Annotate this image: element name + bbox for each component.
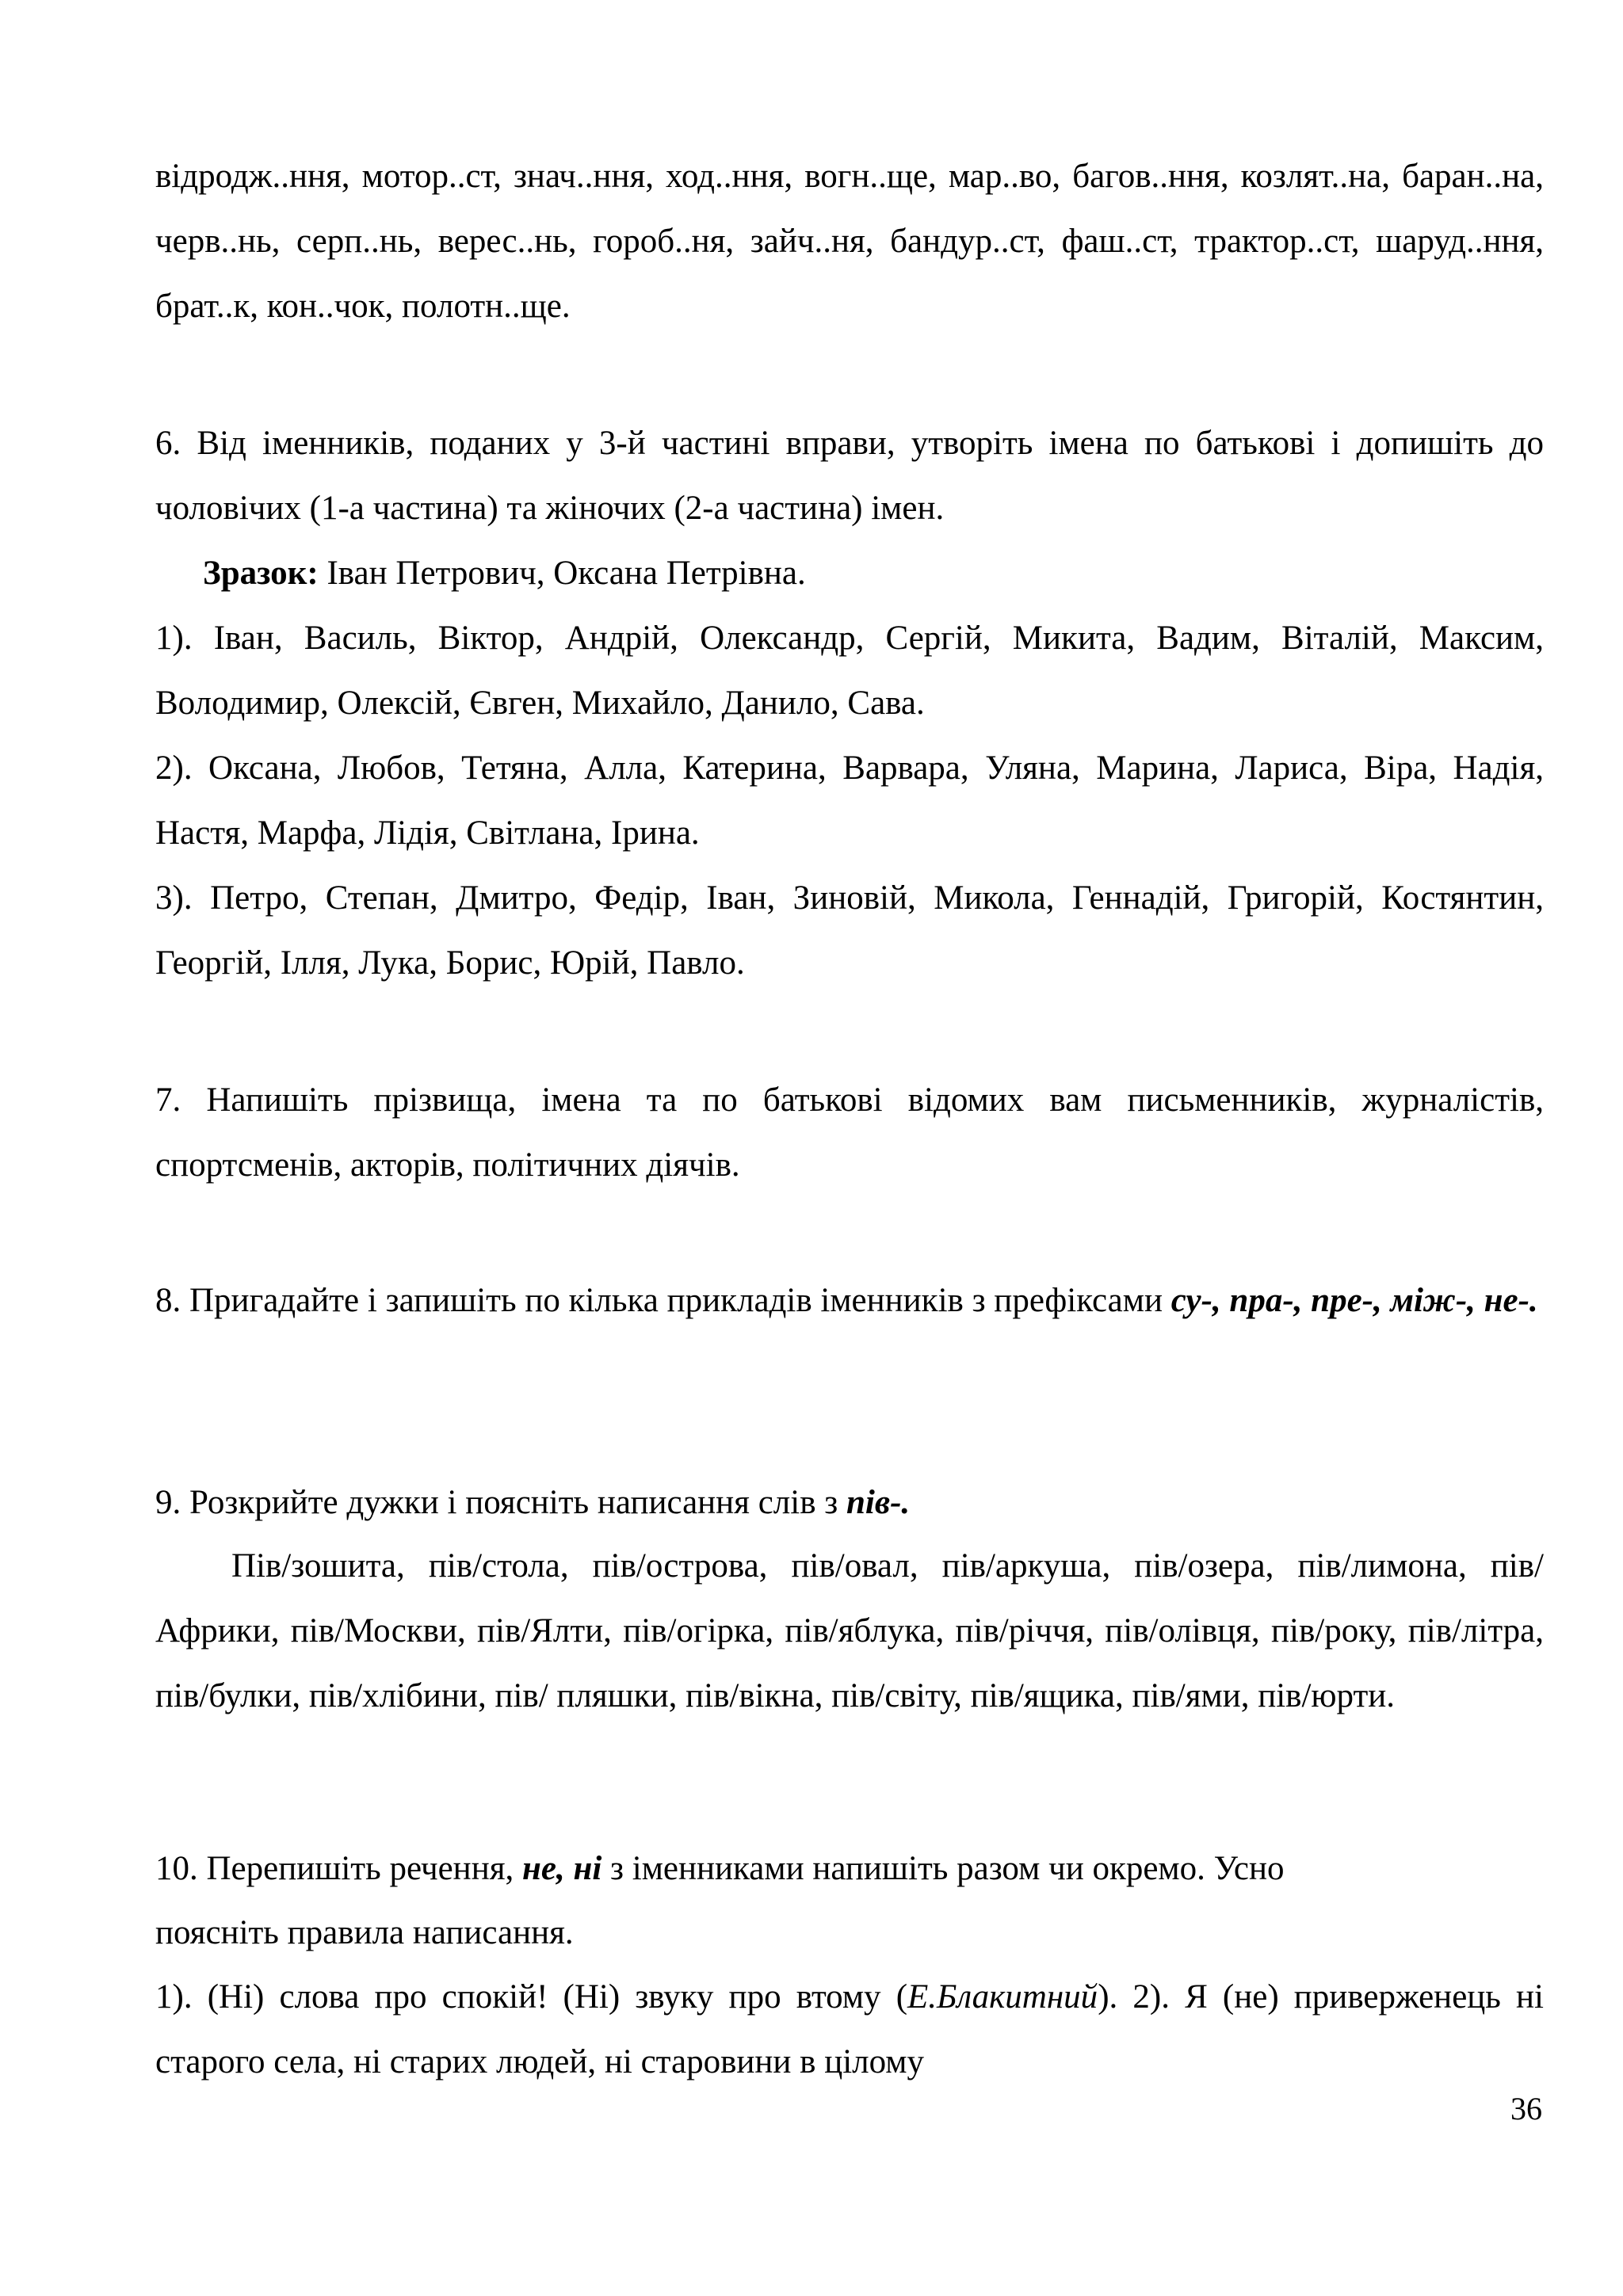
exercise-6-part-2: 2). Оксана, Любов, Тетяна, Алла, Катерина, Варвара, Уляна, Марина, Лариса, Віра, Надія, Настя, Марфа, Лідія, Світлана, Ірина.: [155, 749, 1544, 852]
exercise-9-task: [155, 1470, 1544, 1535]
page-number: 36: [1510, 2091, 1542, 2126]
exercise-9-word-list: Пів/зошита, пів/стола, пів/острова, пів/овал, пів/аркуша, пів/озера, пів/лимона, пів/Африки, пів/Москви, пів/Ялти, пів/огірка, пів/яблука, пів/річчя, пів/олівця, пів/року, пів/літра, пів/булки, пів/хлібини, пів/ пляшки, пів/вікна, пів/світу, пів/ящика, пів/ями, пів/юрти.: [155, 1547, 1544, 1714]
exercise-10-text-b: з іменниками напишіть разом чи окремо. Усно: [601, 1850, 1285, 1887]
exercise-6-task: 6. Від іменників, поданих у 3-й частині вправи, утворіть імена по батькові і допишіть до чоловічих (1-а частина) та жіночих (2-а частина) імен.: [155, 425, 1544, 527]
exercise-10-text-a: 10. Перепишіть речення,: [155, 1850, 522, 1887]
sentence-1-author: Е.Блакитний: [907, 1978, 1098, 2016]
exercise-6-sample: [155, 541, 1544, 606]
exercise-6-part-3: 3). Петро, Степан, Дмитро, Федір, Іван, Зиновій, Микола, Геннадій, Григорій, Костянтин, Георгій, Ілля, Лука, Борис, Юрій, Павло.: [155, 879, 1544, 982]
sentence-1-start: 1). (Ні) слова про спокій! (Ні) звуку про втому (: [155, 1978, 908, 2016]
exercise-10-task-line-1: [155, 1836, 1544, 1901]
exercise-10-task-line-2: поясніть правила написання.: [155, 1914, 574, 1951]
exercise-6-part-1: 1). Іван, Василь, Віктор, Андрій, Олександр, Сергій, Микита, Вадим, Віталій, Максим, Володимир, Олексій, Євген, Михайло, Данило, Сава.: [155, 620, 1544, 722]
exercise-5-word-list: відродж..ння, мотор..ст, знач..ння, ход..ння, вогн..ще, мар..во, багов..ння, козлят..на, баран..на, черв..нь, серп..нь, верес..нь, гороб..ня, зайч..ня, бандур..ст, фаш..ст, трактор..ст, шаруд..ння, брат..к, кон..чок, полотн..ще.: [155, 158, 1544, 325]
exercise-10-particles: не, ні: [522, 1850, 602, 1887]
exercise-8-prefixes: су-, пра-, пре-, між-, не-.: [1170, 1282, 1538, 1319]
sample-text: Іван Петрович, Оксана Петрівна.: [318, 555, 806, 592]
exercise-9-text: 9. Розкрийте дужки і поясніть написання слів з: [155, 1484, 846, 1521]
exercise-8-task: [155, 1268, 1544, 1333]
exercise-8-text: 8. Пригадайте і запишіть по кілька прикладів іменників з префіксами: [155, 1282, 1171, 1319]
sample-label: Зразок:: [203, 555, 319, 592]
exercise-9-prefix: пів-.: [846, 1484, 911, 1521]
sentence-2: ). 2). Я (не) приверженець ні старого села, ні старих людей, ні старовини в цілому: [155, 1978, 1545, 2081]
exercise-10-sentences: [155, 1965, 1544, 2095]
exercise-7-task: 7. Напишіть прізвища, імена та по батькові відомих вам письменників, журналістів, спортсменів, акторів, політичних діячів.: [155, 1081, 1544, 1184]
